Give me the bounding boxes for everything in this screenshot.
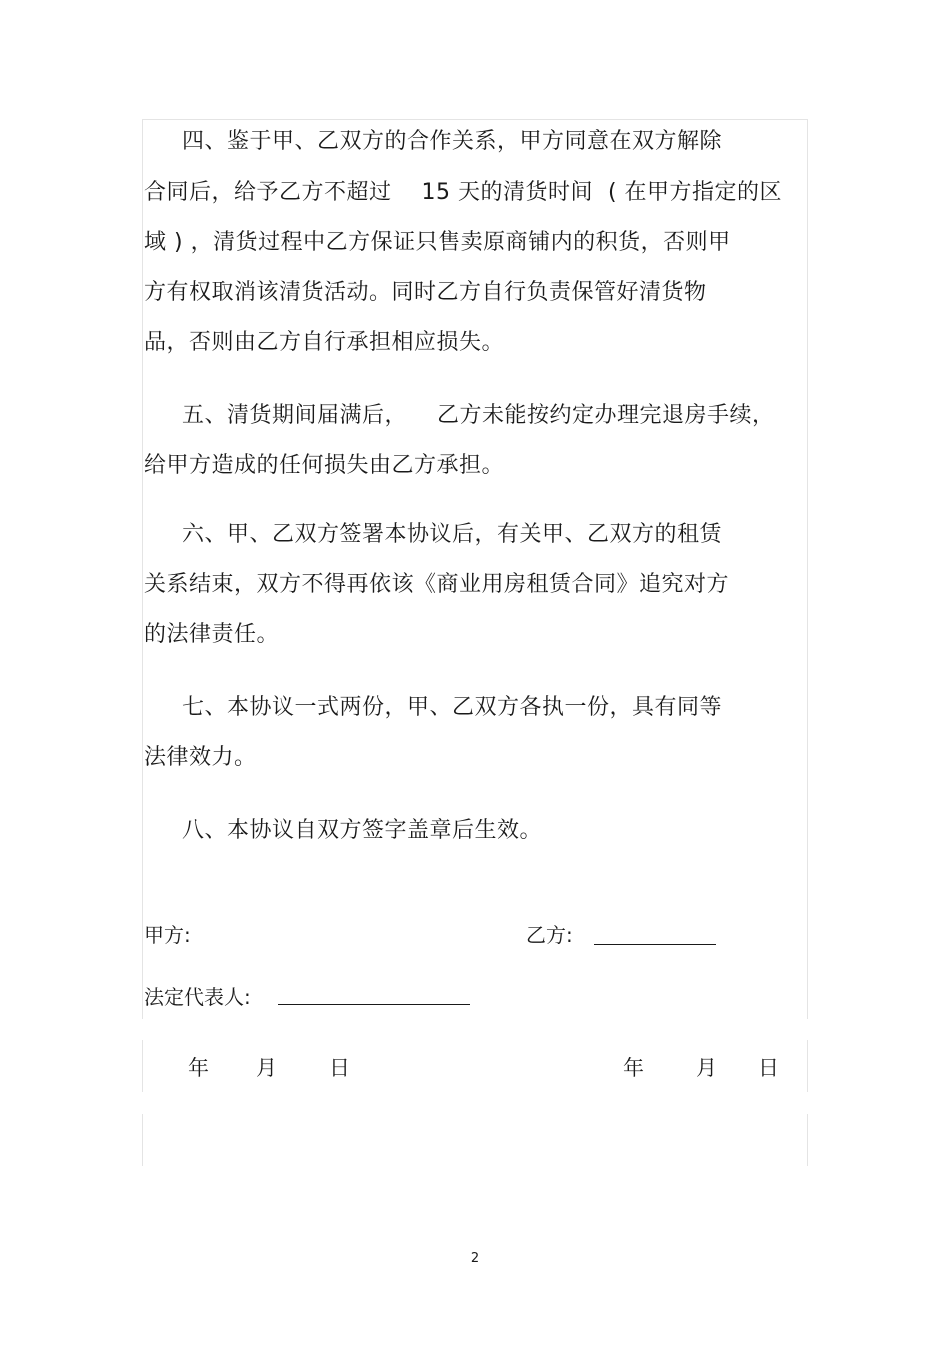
date-right-month: 月	[696, 1056, 717, 1080]
legal-representative-signature-line[interactable]	[278, 1004, 470, 1005]
date-left-year: 年	[188, 1056, 209, 1080]
party-b-label: 乙方:	[526, 923, 573, 947]
clause-line: 七、本协议一式两份，甲、乙双方各执一份，具有同等	[182, 695, 723, 720]
table-frame-left-segment	[142, 1114, 143, 1166]
date-left-day: 日	[329, 1056, 350, 1080]
table-frame-top	[142, 119, 808, 120]
clause-line: 四、鉴于甲、乙双方的合作关系，甲方同意在双方解除	[182, 129, 723, 154]
party-b-signature-line[interactable]	[594, 944, 716, 945]
clause-line: 方有权取消该清货活动。同时乙方自行负责保管好清货物	[144, 280, 707, 305]
date-left-month: 月	[256, 1056, 277, 1080]
page-number: 2	[470, 1251, 480, 1266]
clause-line: 法律效力。	[144, 745, 257, 770]
clause-line: 域 ) ，清货过程中乙方保证只售卖原商铺内的积货，否则甲	[144, 230, 731, 255]
clause-line: 的法律责任。	[144, 622, 280, 647]
clause-line: 八、本协议自双方签字盖章后生效。	[182, 818, 543, 843]
clause-line: 五、清货期间届满后， 乙方未能按约定办理完退房手续，	[182, 403, 775, 428]
table-frame-right	[807, 119, 808, 1019]
date-right-day: 日	[758, 1056, 779, 1080]
table-frame-left	[142, 119, 143, 1019]
table-frame-right-segment	[807, 1114, 808, 1166]
clause-line: 合同后，给予乙方不超过 15 天的清货时间 ( 在甲方指定的区	[144, 180, 783, 205]
clause-line: 关系结束，双方不得再依该《商业用房租赁合同》追究对方	[144, 572, 730, 597]
table-frame-left-segment	[142, 1040, 143, 1092]
clause-line: 给甲方造成的任何损失由乙方承担。	[144, 453, 505, 478]
date-right-year: 年	[623, 1056, 644, 1080]
clause-line: 品，否则由乙方自行承担相应损失。	[144, 330, 505, 355]
clause-line: 六、甲、乙双方签署本协议后，有关甲、乙双方的租赁	[182, 522, 723, 547]
party-a-label: 甲方:	[144, 923, 191, 947]
table-frame-right-segment	[807, 1040, 808, 1092]
legal-representative-label: 法定代表人:	[144, 985, 251, 1009]
